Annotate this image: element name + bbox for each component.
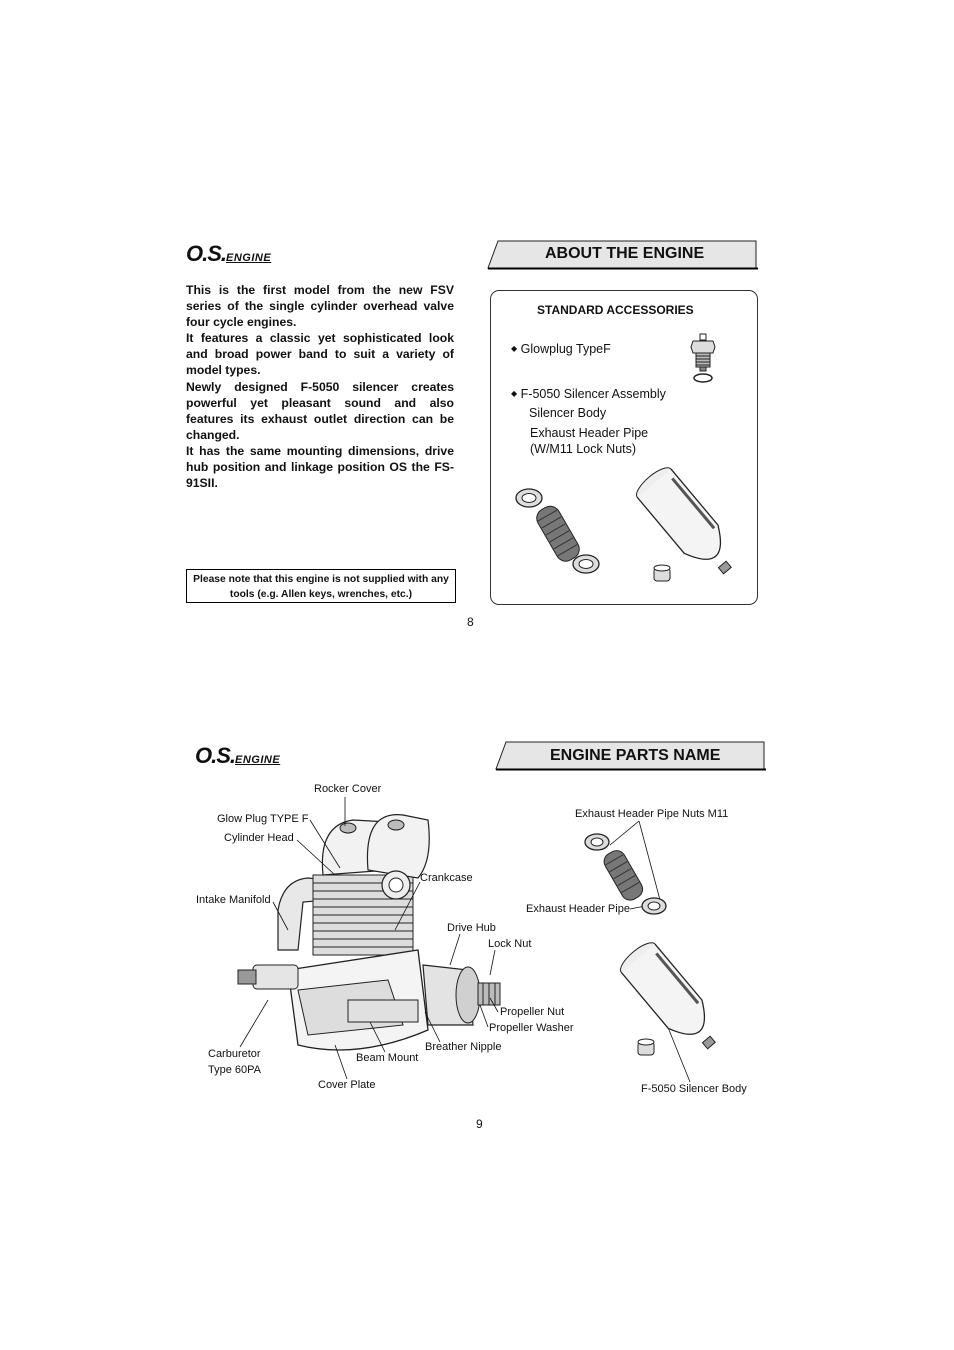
label-intake-manifold: Intake Manifold	[196, 894, 271, 906]
label-beam-mount: Beam Mount	[356, 1052, 419, 1064]
accessory-silencer-body: Silencer Body	[529, 406, 607, 420]
accessory-lock-nuts: (W/M11 Lock Nuts)	[530, 442, 637, 456]
label-lock-nut: Lock Nut	[488, 938, 532, 950]
label-silencer-body: F-5050 Silencer Body	[641, 1083, 747, 1095]
bullet-icon: ◆	[511, 344, 518, 353]
intro-paragraph: It features a classic yet sophisticated look and broad power band to suit a variety of model types.	[186, 331, 454, 378]
accessory-header-pipe: Exhaust Header Pipe	[530, 426, 649, 440]
label-propeller-nut: Propeller Nut	[500, 1006, 565, 1018]
logo-engine-text: ENGINE	[235, 754, 281, 766]
accessories-heading: STANDARD ACCESSORIES	[537, 303, 694, 317]
label-exhaust-nuts: Exhaust Header Pipe Nuts M11	[575, 808, 729, 820]
label-cover-plate: Cover Plate	[318, 1079, 376, 1091]
label-glow-plug: Glow Plug TYPE F	[217, 813, 309, 825]
logo-engine-text: ENGINE	[226, 252, 272, 264]
page-number: 9	[476, 1117, 483, 1131]
accessory-label: F-5050 Silencer Assembly	[520, 387, 666, 401]
intro-paragraph: Newly designed F-5050 silencer creates powerful yet pleasant sound and also features its exhaust outlet direction can be changed.	[186, 379, 454, 442]
label-cylinder-head: Cylinder Head	[224, 832, 294, 844]
intro-paragraph: This is the first model from the new FSV series of the single cylinder overhead valve four cycle engines.	[186, 283, 454, 330]
page-title: ENGINE PARTS NAME	[550, 747, 721, 764]
label-crankcase: Crankcase	[420, 872, 473, 884]
tools-note: Please note that this engine is not supplied with any tools (e.g. Allen keys, wrenches, etc.)	[186, 569, 456, 603]
label-breather-nipple: Breather Nipple	[425, 1041, 502, 1053]
accessory-label: Glowplug TypeF	[520, 342, 611, 356]
bullet-icon: ◆	[511, 389, 518, 398]
label-carburetor: Carburetor	[208, 1048, 261, 1060]
label-carburetor-type: Type 60PA	[208, 1064, 261, 1076]
page-number: 8	[467, 615, 474, 629]
label-exhaust-pipe: Exhaust Header Pipe	[526, 903, 630, 915]
logo-os-text: O.S.	[186, 241, 227, 266]
intro-paragraph: It has the same mounting dimensions, drive hub position and linkage position OS the FS-91SII.	[186, 443, 454, 491]
silencer-illustration	[604, 925, 734, 1065]
page-title: ABOUT THE ENGINE	[545, 245, 705, 262]
label-drive-hub: Drive Hub	[447, 922, 496, 934]
label-propeller-washer: Propeller Washer	[489, 1022, 574, 1034]
label-rocker-cover: Rocker Cover	[314, 783, 382, 795]
logo-os-text: O.S.	[195, 743, 236, 768]
